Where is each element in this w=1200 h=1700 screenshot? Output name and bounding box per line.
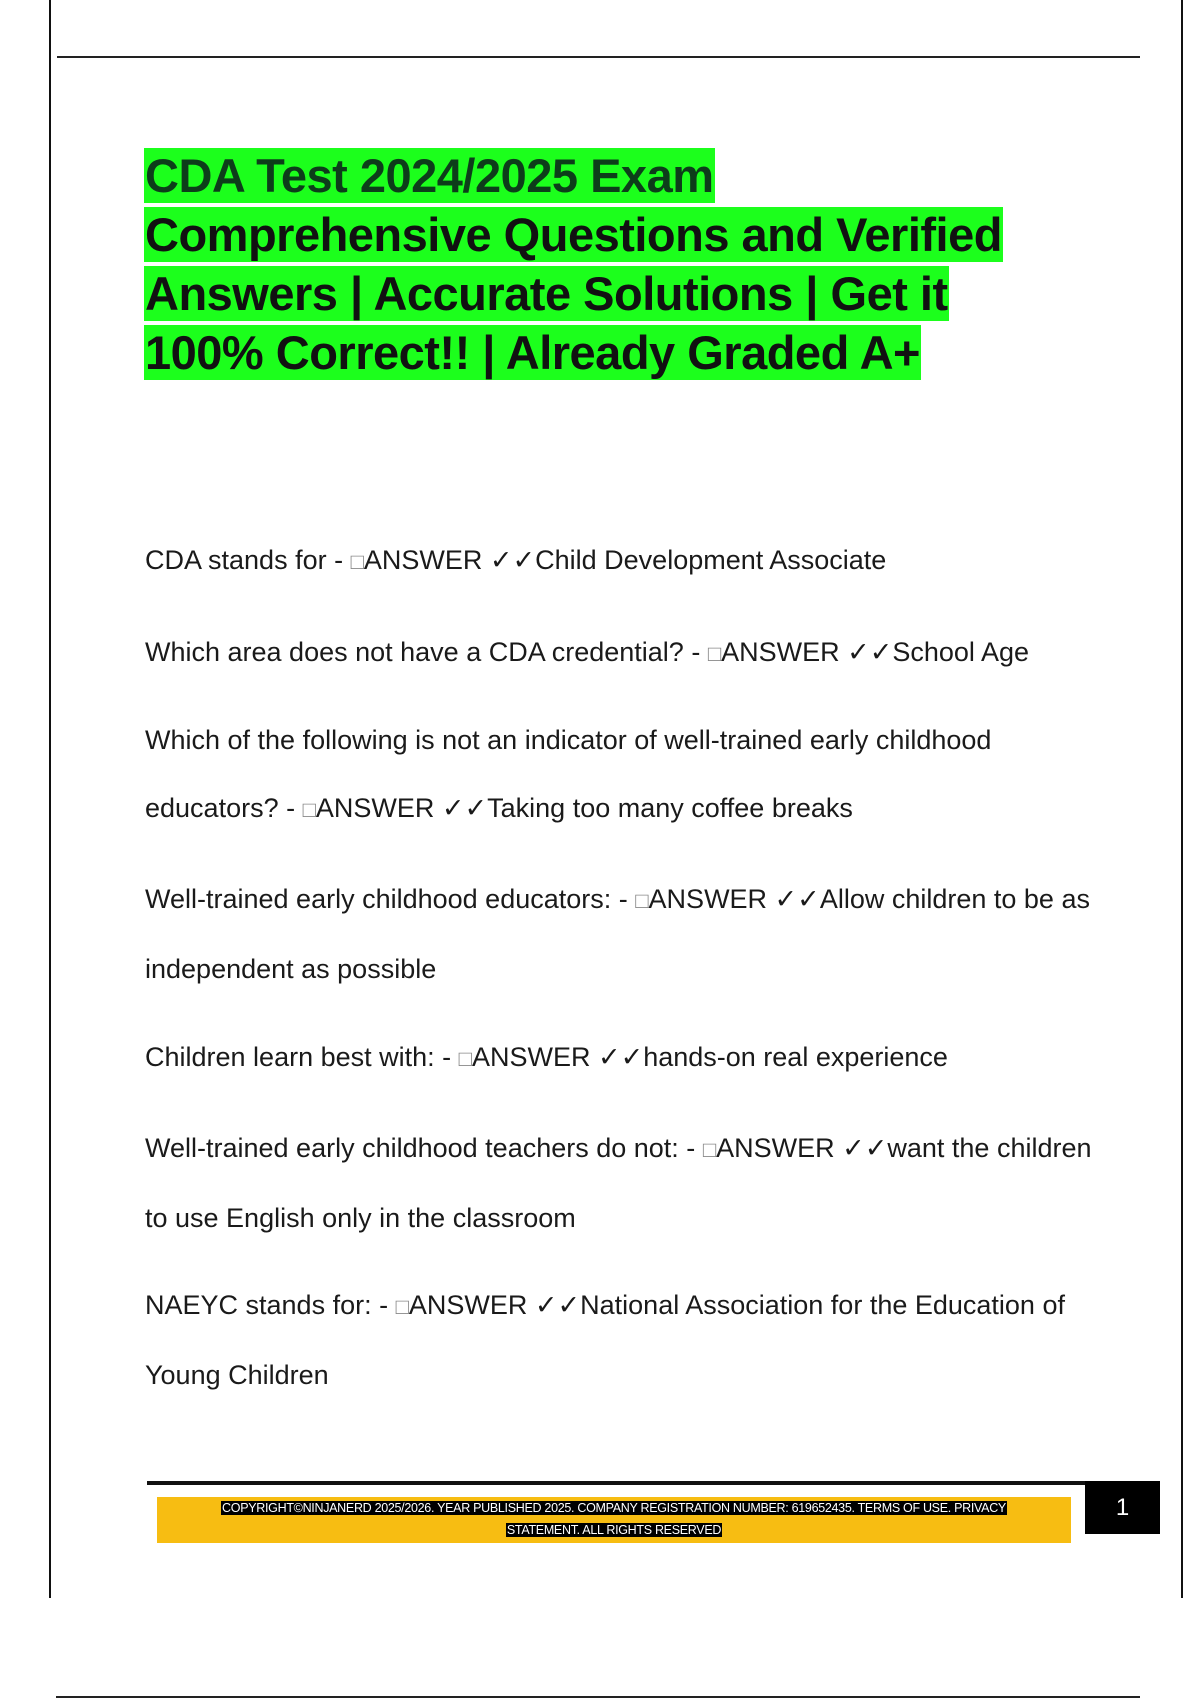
answer-text: want the children to use English only in the classroom [145, 1133, 1092, 1233]
missing-glyph-icon: □ [707, 641, 722, 666]
title-line: 100% Correct!! | Already Graded A+ [145, 326, 920, 379]
page-right-border [1181, 0, 1183, 1598]
document-title [145, 146, 1075, 382]
qa-item [145, 618, 1105, 688]
qa-item [145, 1023, 1105, 1093]
question-text: CDA stands for - [145, 545, 351, 575]
page-number: 1 [1085, 1481, 1160, 1534]
question-text: Well-trained early childhood teachers do not: - [145, 1133, 703, 1163]
answer-text: National Association for the Education of Young Children [145, 1290, 1065, 1390]
title-line: Comprehensive Questions and Verified [145, 208, 1002, 261]
answer-marker: ANSWER ✓✓ [716, 1133, 888, 1163]
question-text: Well-trained early childhood educators: - [145, 884, 636, 914]
answer-marker: ANSWER ✓✓ [648, 884, 820, 914]
qa-item [145, 526, 1105, 596]
answer-text: School Age [892, 637, 1029, 667]
answer-marker: ANSWER ✓✓ [363, 545, 536, 575]
question-text: Which of the following is not an indicator of well-trained early childhood educators? - [145, 725, 992, 823]
qa-item [145, 865, 1105, 1003]
missing-glyph-icon: □ [458, 1046, 472, 1071]
title-line: CDA Test 2024/2025 Exam [145, 149, 714, 202]
copyright-band [157, 1497, 1071, 1543]
copyright-text-line1: COPYRIGHT©NINJANERD 2025/2026. YEAR PUBLISHED 2025. COMPANY REGISTRATION NUMBER: 619652435. TERMS OF USE. PRIVACY [222, 1501, 1006, 1515]
qa-item [145, 1271, 1105, 1409]
missing-glyph-icon: □ [395, 1294, 409, 1319]
copyright-text-line2: STATEMENT. ALL RIGHTS RESERVED [506, 1523, 722, 1537]
missing-glyph-icon: □ [302, 797, 316, 822]
question-text: Which area does not have a CDA credential? - [145, 637, 708, 667]
answer-text: hands-on real experience [643, 1042, 948, 1072]
footer-rule [147, 1481, 1085, 1485]
answer-marker: ANSWER ✓✓ [471, 1042, 644, 1072]
answer-marker: ANSWER ✓✓ [721, 637, 893, 667]
qa-item [145, 706, 1105, 844]
answer-text: Taking too many coffee breaks [487, 793, 853, 823]
page-left-border [49, 0, 51, 1598]
title-line: Answers | Accurate Solutions | Get it [145, 267, 948, 320]
answer-marker: ANSWER ✓✓ [408, 1290, 581, 1320]
bottom-rule [56, 1696, 1140, 1698]
missing-glyph-icon: □ [350, 549, 364, 574]
answer-text: Child Development Associate [535, 545, 887, 575]
qa-item [145, 1114, 1105, 1252]
answer-marker: ANSWER ✓✓ [315, 793, 488, 823]
question-text: NAEYC stands for: - [145, 1290, 396, 1320]
header-rule [57, 56, 1140, 58]
missing-glyph-icon: □ [635, 888, 649, 913]
question-text: Children learn best with: - [145, 1042, 459, 1072]
missing-glyph-icon: □ [702, 1137, 717, 1162]
answer-text: Allow children to be as independent as possible [145, 884, 1090, 984]
